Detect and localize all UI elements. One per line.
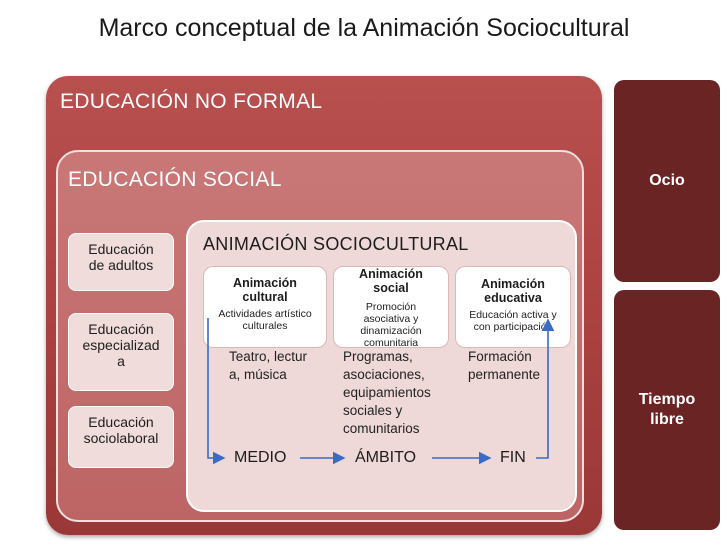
social-animation-desc-1: Promoción — [365, 301, 417, 313]
social-animation-desc-3: dinamización — [360, 325, 422, 337]
social-examples-line: asociaciones, — [343, 367, 425, 382]
adult-education-box — [68, 233, 174, 291]
social-animation-desc-4: comunitaria — [363, 337, 419, 349]
social-animation-title-1: Animación — [359, 267, 423, 281]
social-education-label: EDUCACIÓN SOCIAL — [68, 168, 282, 191]
educational-animation-title-1: Animación — [481, 277, 545, 291]
social-examples-line: sociales y — [343, 403, 403, 418]
flow-ambito: ÁMBITO — [355, 449, 417, 466]
sociolabor-education-line1: Educación — [88, 414, 154, 430]
educational-examples-line: Formación — [468, 349, 532, 364]
social-examples-line: comunitarios — [343, 421, 420, 436]
educational-animation-desc-2: con participación — [473, 321, 553, 333]
free-time-label-1: Tiempo — [638, 391, 696, 408]
specialized-education-line3: a — [117, 353, 125, 369]
leisure-box — [614, 80, 720, 282]
specialized-education-box — [68, 313, 174, 391]
educational-animation-desc-1: Educación activa y — [469, 309, 557, 321]
cultural-animation-desc-2: culturales — [242, 320, 288, 332]
social-animation-title-2: social — [373, 281, 409, 295]
sociocultural-animation-label: ANIMACIÓN SOCIOCULTURAL — [203, 234, 469, 254]
adult-education-line2: de adultos — [88, 257, 154, 273]
sociolabor-education-box — [68, 406, 174, 468]
social-animation-desc-2: asociativa y — [363, 313, 419, 325]
flow-medio: MEDIO — [234, 449, 287, 466]
specialized-education-line2: especializad — [82, 337, 160, 353]
cultural-animation-title-2: cultural — [242, 290, 288, 304]
cultural-animation-title-1: Animación — [233, 276, 297, 290]
free-time-box — [614, 290, 720, 530]
cultural-examples-line: Teatro, lectur — [229, 349, 308, 364]
specialized-education-line1: Educación — [88, 321, 154, 337]
sociolabor-education-line2: sociolaboral — [83, 430, 159, 446]
educational-examples-line: permanente — [468, 367, 541, 382]
leisure-label: Ocio — [649, 172, 685, 189]
flow-fin: FIN — [500, 449, 526, 466]
social-examples-line: Programas, — [343, 349, 413, 364]
free-time-label-2: libre — [650, 411, 684, 428]
cultural-animation-desc-1: Actividades artístico — [218, 308, 312, 320]
medio-connector-arrow — [208, 318, 224, 458]
non-formal-education-label: EDUCACIÓN NO FORMAL — [60, 90, 323, 113]
fin-return-arrow — [536, 320, 548, 458]
cultural-examples-line: a, música — [229, 367, 287, 382]
educational-animation-title-2: educativa — [484, 291, 542, 305]
page-title: Marco conceptual de la Animación Sociocultural — [98, 14, 630, 42]
social-examples-line: equipamientos — [343, 385, 431, 400]
flow-arrows — [186, 220, 577, 512]
adult-education-line1: Educación — [88, 241, 154, 257]
